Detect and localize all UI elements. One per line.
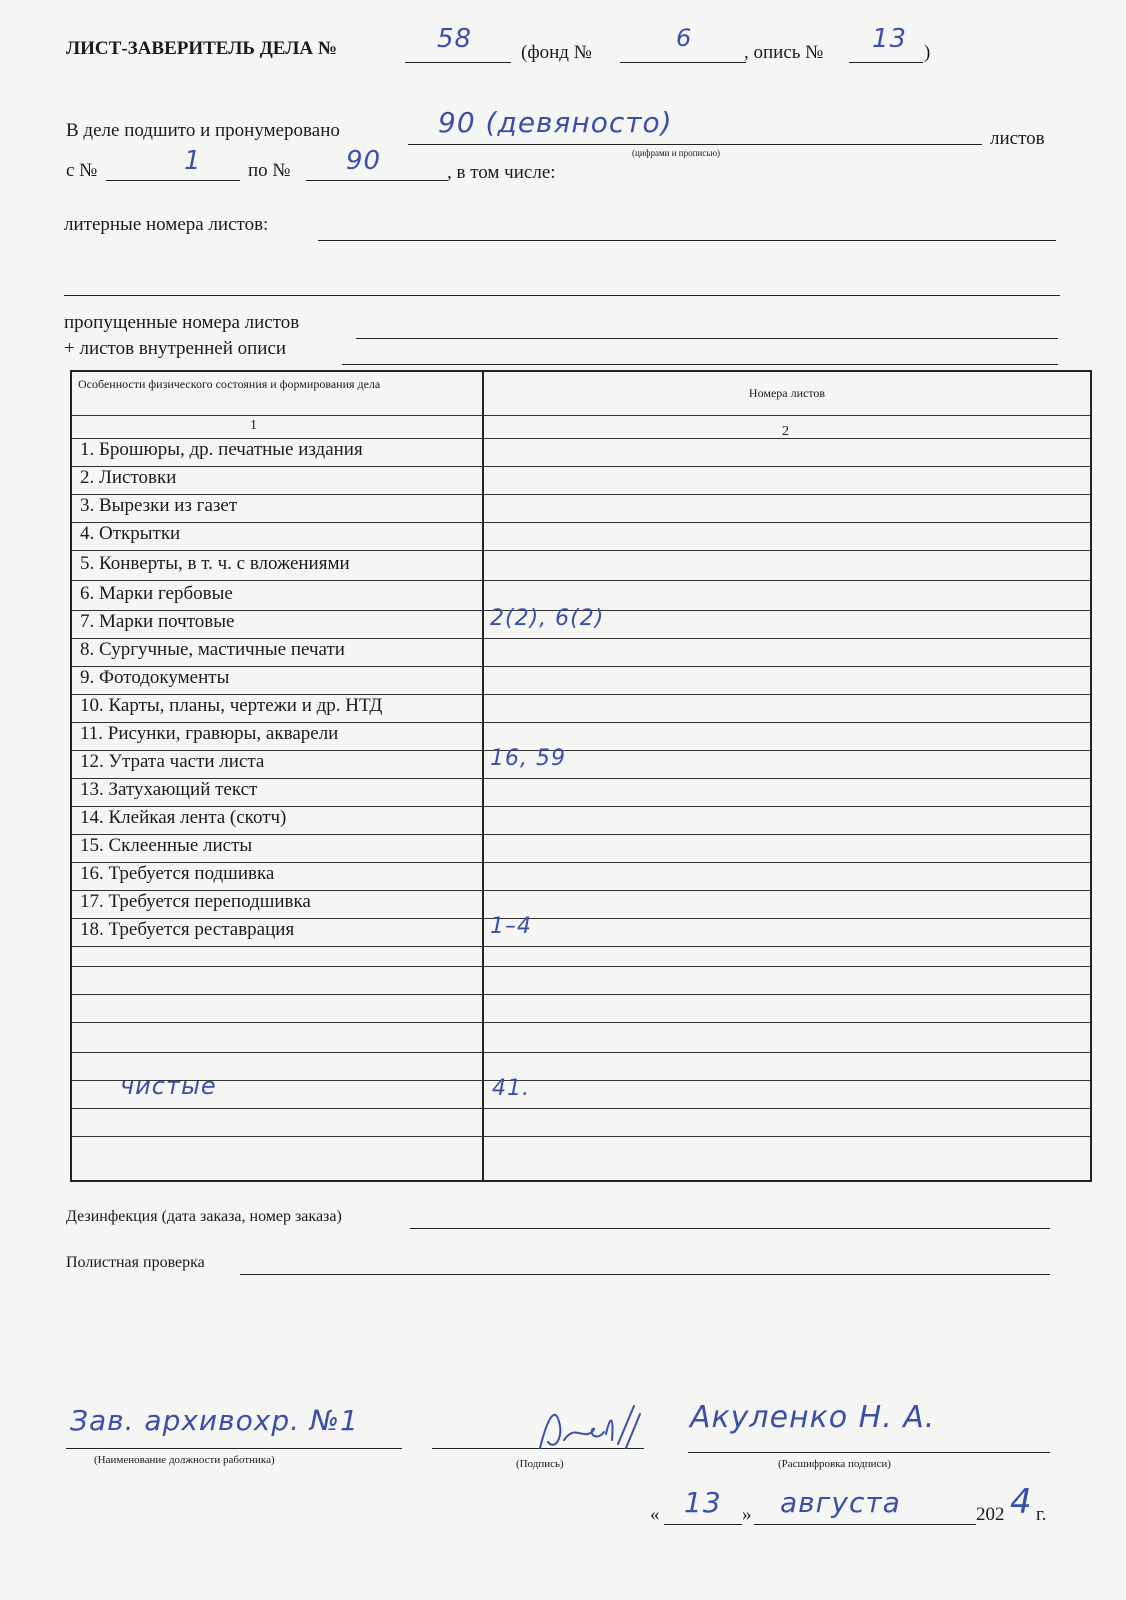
disinfection-line [410, 1228, 1050, 1229]
position-value: Зав. архивохр. №1 [70, 1404, 359, 1437]
col2-header: Номера листов [748, 386, 826, 400]
sheets-value: 90 (девяносто) [438, 106, 673, 139]
opis-label: , опись № [744, 42, 824, 63]
to-label: по № [248, 160, 291, 181]
to-value: 90 [346, 146, 382, 176]
table-row-value: 16, 59 [490, 746, 566, 771]
table-empty-row-divider [72, 994, 1090, 995]
table-row-divider [72, 580, 1090, 581]
table-row-label: 8. Сургучные, мастичные печати [80, 639, 345, 660]
opis-no-value: 13 [872, 24, 908, 54]
table-row-label: 13. Затухающий текст [80, 779, 258, 800]
table-row-divider [72, 550, 1090, 551]
case-condition-table [70, 370, 1092, 1182]
table-row-label: 11. Рисунки, гравюры, акварели [80, 723, 339, 744]
table-row-label: 14. Клейкая лента (скотч) [80, 807, 287, 828]
table-row-divider [72, 522, 1090, 523]
table-row-divider [72, 946, 1090, 947]
check-label: Полистная проверка [66, 1254, 205, 1271]
date-year-prefix: 202 [976, 1504, 1005, 1525]
table-row-label: 6. Марки гербовые [80, 583, 233, 604]
from-label: с № [66, 160, 98, 181]
document-title: ЛИСТ-ЗАВЕРИТЕЛЬ ДЕЛА № [66, 38, 337, 59]
header-divider [72, 415, 1090, 416]
col1-number: 1 [250, 418, 257, 433]
table-row-label: 10. Карты, планы, чертежи и др. НТД [80, 695, 383, 716]
table-row-label: 7. Марки почтовые [80, 611, 235, 632]
table-row-label: 3. Вырезки из газет [80, 495, 238, 516]
table-row-label: 5. Конверты, в т. ч. с вложениями [80, 553, 350, 574]
to-line [306, 180, 448, 181]
name-hint: (Расшифровка подписи) [778, 1458, 891, 1470]
table-row-label: 16. Требуется подшивка [80, 863, 275, 884]
letter-numbers-line-2 [64, 295, 1060, 296]
sheets-label: В деле подшито и пронумеровано [66, 120, 340, 141]
signature-hint: (Подпись) [516, 1458, 564, 1470]
table-row-label: 15. Склеенные листы [80, 835, 253, 856]
name-value: Акуленко Н. А. [690, 1400, 936, 1435]
date-year-suffix: г. [1036, 1504, 1047, 1525]
date-day-line [664, 1524, 742, 1525]
position-line [66, 1448, 402, 1449]
date-day: 13 [684, 1486, 722, 1519]
table-row-label: 4. Открытки [80, 523, 181, 544]
date-open-quote: « [650, 1504, 660, 1525]
fond-no-value: 6 [676, 24, 693, 52]
fond-no-line [620, 62, 746, 63]
table-empty-row-divider [72, 966, 1090, 967]
position-hint: (Наименование должности работника) [94, 1454, 275, 1466]
date-year-digit: 4 [1010, 1482, 1033, 1522]
from-value: 1 [184, 146, 202, 176]
opis-no-line [849, 62, 923, 63]
check-line [240, 1274, 1050, 1275]
table-row-label: 18. Требуется реставрация [80, 919, 295, 940]
table-row-label: 12. Утрата части листа [80, 751, 265, 772]
missing-numbers-line [356, 338, 1058, 339]
date-close-quote: » [742, 1504, 752, 1525]
inner-inventory-line [342, 364, 1058, 365]
fond-label: (фонд № [521, 42, 592, 63]
table-row-divider [72, 466, 1090, 467]
table-empty-row-divider [72, 1080, 1090, 1081]
sheets-hint: (цифрами и прописью) [632, 148, 721, 158]
from-line [106, 180, 240, 181]
table-row-label: 9. Фотодокументы [80, 667, 230, 688]
letter-numbers-line [318, 240, 1056, 241]
extra-row-value: 41. [492, 1076, 530, 1101]
date-month-line [754, 1524, 976, 1525]
table-row-label: 1. Брошюры, др. печатные издания [80, 439, 363, 460]
letter-numbers-label: литерные номера листов: [64, 214, 269, 235]
table-empty-row-divider [72, 1108, 1090, 1109]
table-row-value: 1–4 [490, 914, 532, 939]
col1-header: Особенности физического состояния и формирования дела [78, 377, 381, 391]
inner-inventory-label: + листов внутренней описи [64, 338, 287, 359]
disinfection-label: Дезинфекция (дата заказа, номер заказа) [66, 1208, 342, 1225]
date-month: августа [780, 1486, 901, 1519]
table-empty-row-divider [72, 1022, 1090, 1023]
missing-numbers-label: пропущенные номера листов [64, 312, 300, 333]
table-row-label: 17. Требуется переподшивка [80, 891, 311, 912]
opis-close-paren: ) [924, 42, 931, 63]
case-no-value: 58 [437, 24, 473, 54]
name-line [688, 1452, 1050, 1453]
table-row-label: 2. Листовки [80, 467, 177, 488]
table-empty-row-divider [72, 1136, 1090, 1137]
sheets-unit: листов [990, 128, 1045, 149]
case-no-line [405, 62, 511, 63]
table-row-value: 2(2), 6(2) [490, 606, 605, 631]
handwritten-signature [534, 1396, 644, 1466]
extra-row-label: чистые [120, 1072, 217, 1100]
table-empty-row-divider [72, 1052, 1090, 1053]
including-label: , в том числе: [447, 162, 556, 183]
col2-number: 2 [782, 424, 789, 439]
sheets-value-line [408, 144, 982, 145]
